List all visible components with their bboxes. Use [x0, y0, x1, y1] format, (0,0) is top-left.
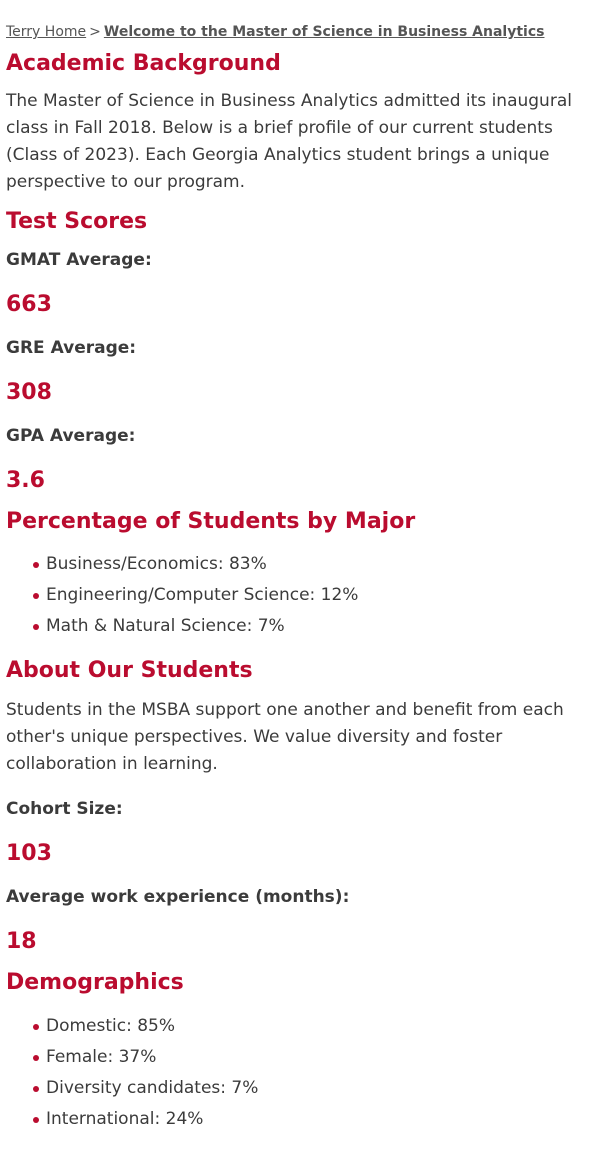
about-students-heading: About Our Students	[6, 658, 253, 683]
demographic-item-diversity: Diversity candidates: 7%	[46, 1073, 596, 1104]
breadcrumb-home-link[interactable]: Terry Home	[6, 24, 87, 40]
cohort-size-value: 103	[6, 841, 52, 866]
academic-background-text: The Master of Science in Business Analytics admitted its inaugural class in Fall 2018. Below is a brief profile of our current students (Class of 2023). Each Georgia Analytics student brings a unique perspective to our program.	[6, 91, 572, 192]
majors-list	[6, 549, 596, 642]
gre-label: GRE Average:	[6, 338, 137, 358]
about-students-text: Students in the MSBA support one another and benefit from each other's unique perspectives. We value diversity and foster collaboration in learning.	[6, 700, 564, 774]
gmat-value: 663	[6, 292, 52, 317]
demographic-item-international: International: 24%	[46, 1104, 596, 1135]
cohort-size-label: Cohort Size:	[6, 799, 123, 819]
demographics-list	[6, 1011, 596, 1135]
breadcrumb-current-link[interactable]: Welcome to the Master of Science in Business Analytics	[103, 24, 545, 40]
major-item-engineering: Engineering/Computer Science: 12%	[46, 580, 596, 611]
major-item-math: Math & Natural Science: 7%	[46, 611, 596, 642]
gpa-value: 3.6	[6, 468, 45, 493]
majors-heading: Percentage of Students by Major	[6, 509, 416, 534]
demographic-item-female: Female: 37%	[46, 1042, 596, 1073]
breadcrumb	[6, 0, 596, 42]
test-scores-heading: Test Scores	[6, 209, 148, 234]
major-item-business: Business/Economics: 83%	[46, 549, 596, 580]
gre-value: 308	[6, 380, 52, 405]
work-experience-label: Average work experience (months):	[6, 887, 350, 907]
work-experience-value: 18	[6, 929, 37, 954]
gpa-label: GPA Average:	[6, 426, 136, 446]
demographics-heading: Demographics	[6, 970, 184, 995]
academic-background-heading: Academic Background	[6, 51, 281, 76]
demographic-item-domestic: Domestic: 85%	[46, 1011, 596, 1042]
gmat-label: GMAT Average:	[6, 250, 152, 270]
breadcrumb-separator: >	[89, 24, 101, 40]
